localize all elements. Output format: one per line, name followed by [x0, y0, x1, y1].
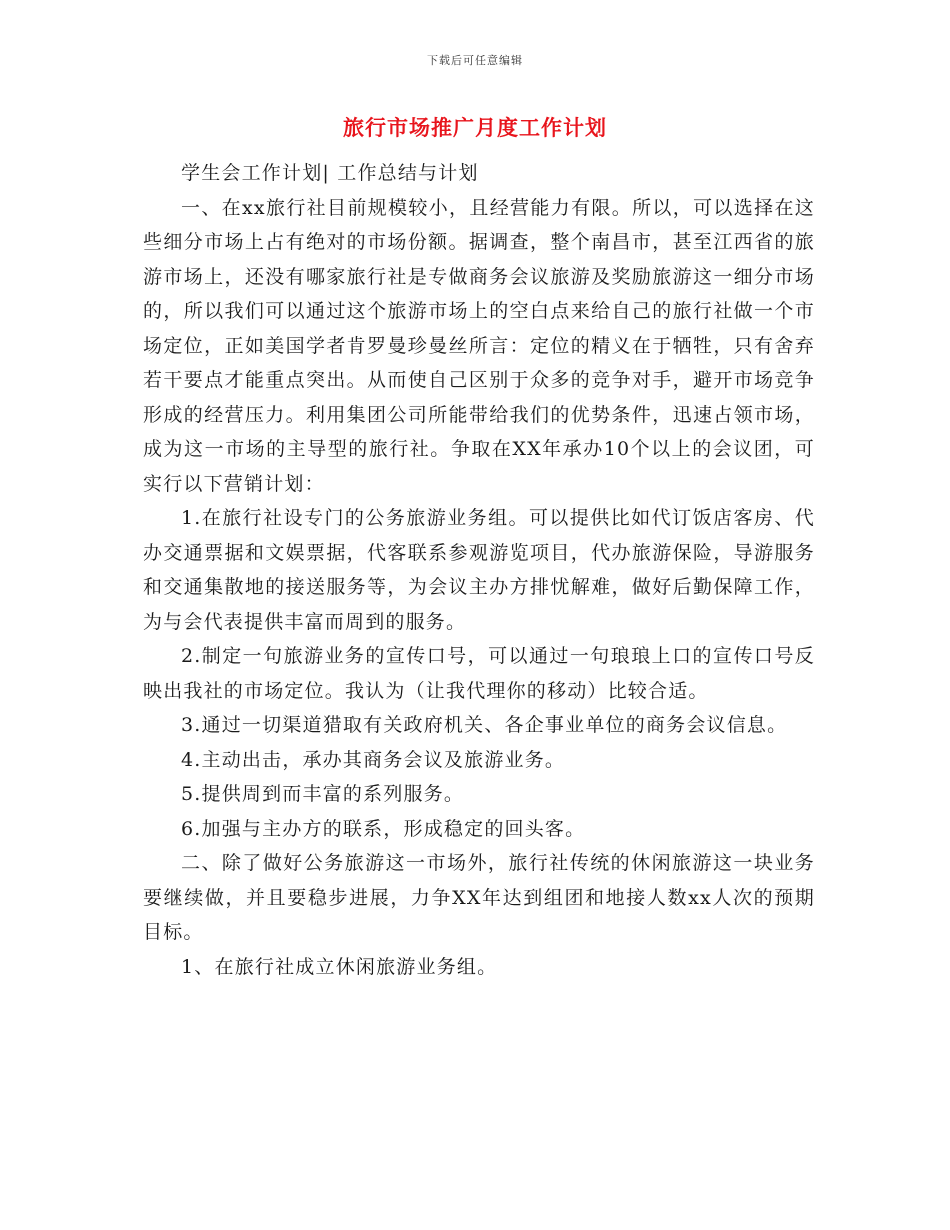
paragraph-section-1: 一、在xx旅行社目前规模较小，且经营能力有限。所以，可以选择在这些细分市场上占有绝对的市场份额。据调查，整个南昌市，甚至江西省的旅游市场上，还没有哪家旅行社是专做商务会议旅游及奖励旅游这一细分市场的，所以我们可以通过这个旅游市场上的空白点来给自己的旅行社做一个市场定位，正如美国学者肯罗曼珍曼丝所言：定位的精义在于牺牲，只有舍弃若干要点才能重点突出。从而使自己区别于众多的竞争对手，避开市场竞争形成的经营压力。利用集团公司所能带给我们的优势条件，迅速占领市场，成为这一市场的主导型的旅行社。争取在XX年承办10个以上的会议团，可实行以下营销计划：	[143, 196, 815, 495]
paragraph-item-4: 4.主动出击，承办其商务会议及旅游业务。	[181, 748, 566, 771]
paragraph-item-2: 2.制定一句旅游业务的宣传口号，可以通过一句琅琅上口的宣传口号反映出我社的市场定位。我认为（让我代理你的移动）比较合适。	[143, 645, 815, 702]
paragraph-subitem-1: 1、在旅行社成立休闲旅游业务组。	[181, 955, 498, 978]
paragraph-category: 学生会工作计划| 工作总结与计划	[181, 162, 479, 184]
page-header-note: 下载后可任意编辑	[427, 54, 523, 67]
paragraph-item-1: 1.在旅行社设专门的公务旅游业务组。可以提供比如代订饭店客房、代办交通票据和文娱票据，代客联系参观游览项目，代办旅游保险，导游服务和交通集散地的接送服务等，为会议主办方排忧解难，做好后勤保障工作，为与会代表提供丰富而周到的服务。	[143, 507, 815, 633]
paragraph-item-3: 3.通过一切渠道猎取有关政府机关、各企事业单位的商务会议信息。	[181, 714, 788, 736]
paragraph-item-5: 5.提供周到而丰富的系列服务。	[181, 783, 465, 805]
paragraph-section-2: 二、除了做好公务旅游这一市场外，旅行社传统的休闲旅游这一块业务要继续做，并且要稳步进展，力争XX年达到组团和地接人数xx人次的预期目标。	[143, 852, 815, 943]
paragraph-item-6: 6.加强与主办方的联系，形成稳定的回头客。	[181, 817, 586, 840]
document-body	[143, 156, 815, 984]
document-title: 旅行市场推广月度工作计划	[343, 115, 607, 140]
